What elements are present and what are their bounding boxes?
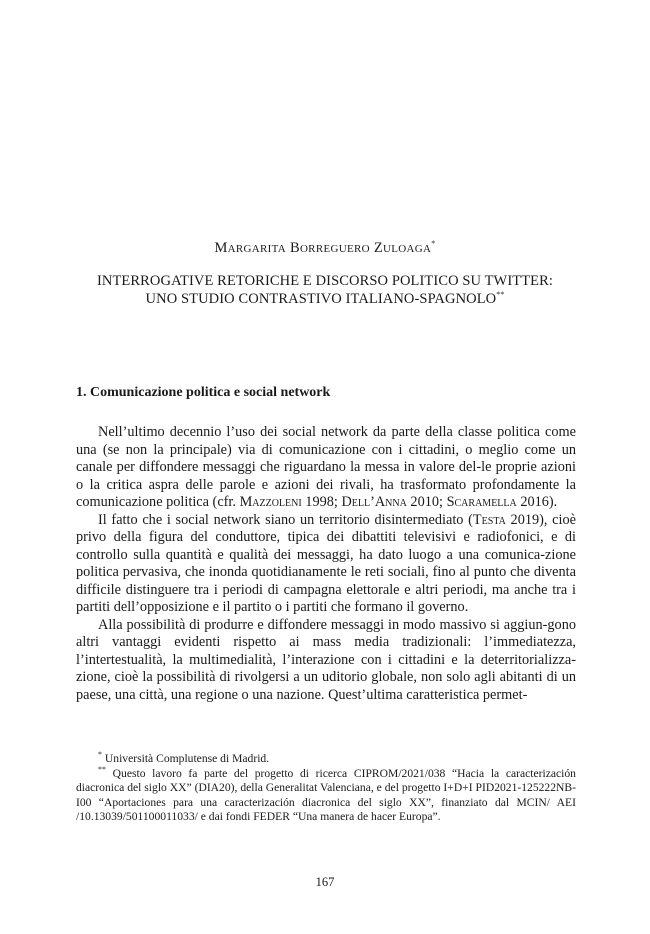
footnote-1-text: Università Complutense di Madrid.: [104, 752, 270, 765]
citation-author: Dell’Anna: [341, 494, 407, 510]
author-initial-1: M: [214, 240, 228, 256]
footnote-2-marker: **: [98, 764, 106, 774]
title-line-1: INTERROGATIVE RETORICHE E DISCORSO POLITICO SU TWITTER:: [96, 273, 554, 289]
title-line-2-text: UNO STUDIO CONTRASTIVO ITALIANO-SPAGNOLO: [145, 291, 497, 307]
paper-title: [60, 272, 590, 308]
title-line-2: [60, 290, 590, 308]
footnotes: [76, 752, 576, 825]
citation-author: Mazzoleni: [239, 494, 302, 510]
author-name: [0, 240, 650, 257]
author-rest-2: ORREGUERO: [299, 243, 370, 255]
title-footnote-marker: **: [496, 290, 505, 300]
p1-text-b: 1998;: [301, 494, 342, 510]
citation-author: Testa: [472, 511, 506, 528]
footnote-1: [76, 752, 576, 767]
body-text: [76, 424, 576, 704]
page-number: 167: [315, 875, 335, 889]
section-heading: 1. Comunicazione politica e social network: [76, 385, 331, 400]
footnote-2: [76, 764, 576, 825]
author-initial-2: B: [289, 240, 300, 256]
author-rest-3: ULOAGA: [382, 243, 432, 255]
paragraph-1: [76, 424, 576, 512]
p1-text-a: Nell’ultimo decennio l’uso dei social network da parte della classe politica come una (se non la principale) via di comunicazione con i cittadini, o meglio come un canale per diffondere messaggi che riguardano la messa in valore del-le proprie azioni o la critica aspra delle parole e azioni dei rivali, ha trasformato profondamente la comunicazione politica (cfr.: [76, 424, 576, 510]
p2-text-b: 2019), cioè privo della figura del conduttore, tipica dei dibattiti televisivi e radiofonici, e di controllo sulla quantità e qualità dei messaggi, ha dato luogo a una comunica-zione politica pervasiva, che inonda quotidianamente le reti sociali, fino al punto che diventa difficile distinguere tra i periodi di campagna elettorale e altri periodi, ma anche tra i partiti dell’opposizione e il partito o i partiti che formano il governo.: [76, 511, 576, 615]
p1-text-c: 2010;: [406, 494, 447, 510]
p2-text-a: Il fatto che i social network siano un territorio disintermediato (: [98, 511, 473, 528]
paragraph-2: [76, 512, 576, 617]
author-rest-1: ARGARITA: [227, 243, 287, 255]
paragraph-3: Alla possibilità di produrre e diffondere messaggi in modo massivo si aggiun-gono altri vantaggi evidenti rispetto ai mass media tradizionali: l’immediatezza, l’intertestualità, la multimedialità, l’interazione con i cittadini e la deterritorializza-zione, cioè la possibilità di rivolgersi a un uditorio globale, non solo agli abitanti di un paese, una città, una regione o una nazione. Quest’ultima caratteristica permet-: [76, 616, 576, 703]
author-initial-3: Z: [373, 240, 383, 256]
author-footnote-marker: *: [431, 239, 436, 249]
footnote-2-text: Questo lavoro fa parte del progetto di ricerca CIPROM/2021/038 “Hacia la caracterización diacronica del siglo XX” (DIA20), della Generalitat Valenciana, e del progetto I+D+I PID2021-125222NB-I00 “Aportaciones para una caracterización diacronica del siglo XX”, finanziato dal MCIN/ AEI /10.13039/501100011033/ e dai fondi FEDER “Una manera de hacer Europa”.: [76, 766, 576, 824]
footnote-1-marker: *: [98, 750, 102, 760]
p1-text-d: 2016).: [516, 494, 558, 510]
citation-author: Scaramella: [446, 494, 517, 510]
